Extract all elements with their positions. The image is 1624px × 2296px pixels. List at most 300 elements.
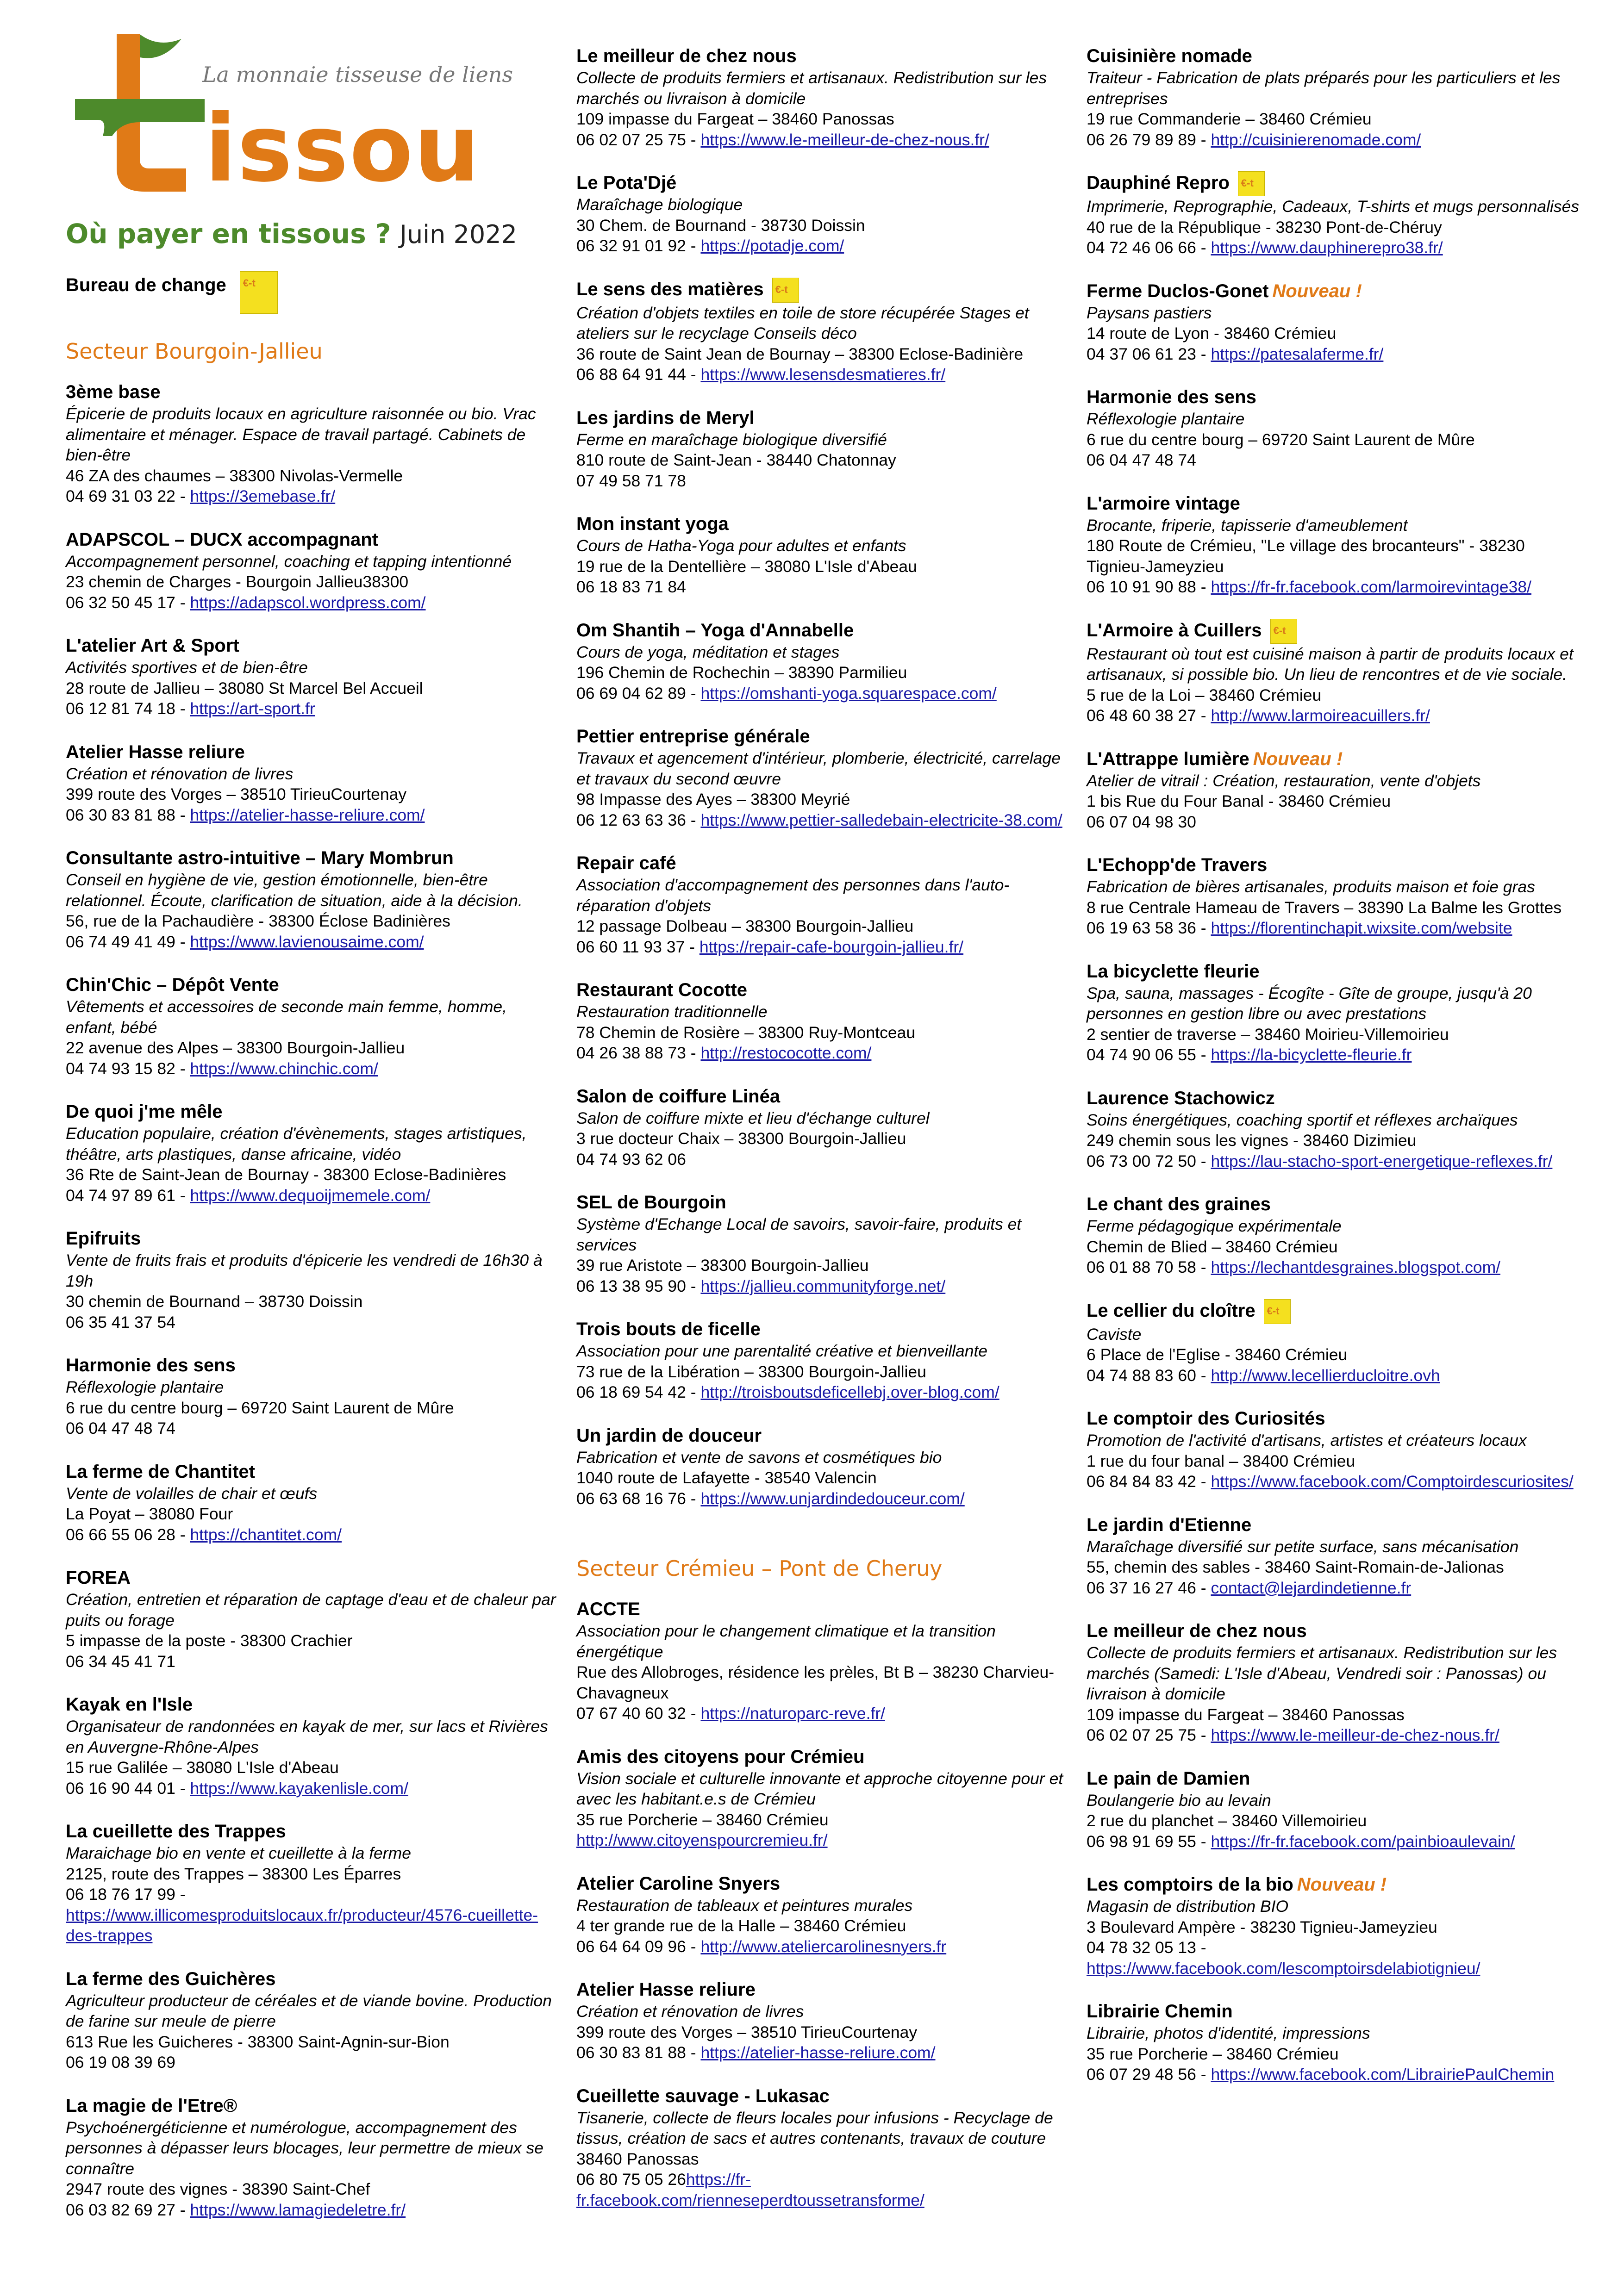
entry-contact xyxy=(66,1185,561,1206)
entry-link[interactable]: https://fr-fr.facebook.com/rienneseperdtoussetransforme/ xyxy=(576,2170,924,2209)
entry-name-text: Consultante astro-intuitive – Mary Mombrun xyxy=(66,848,454,868)
entry-phone: 06 88 64 91 44 - xyxy=(576,365,701,384)
entry-address: La Poyat – 38080 Four xyxy=(66,1505,233,1523)
entry-description: Fabrication de bières artisanales, produits maison et foie gras xyxy=(1087,877,1535,896)
entry-link[interactable]: https://www.lavienousaime.com/ xyxy=(190,932,424,951)
list-item xyxy=(576,44,1072,150)
entry-name-text: Atelier Caroline Snyers xyxy=(576,1873,781,1894)
entry-link[interactable]: http://restococotte.com/ xyxy=(700,1044,872,1062)
entry-phone: 06 13 38 95 90 - xyxy=(576,1276,701,1295)
entry-name xyxy=(576,1745,1072,1768)
list-item xyxy=(66,528,561,613)
entry-contact xyxy=(576,364,1072,385)
entry-name-text: Mon instant yoga xyxy=(576,514,729,534)
entry-name-text: FOREA xyxy=(66,1568,131,1588)
entry-link[interactable]: https://www.dauphinerepro38.fr/ xyxy=(1211,238,1443,257)
entry-name-text: Cuisinière nomade xyxy=(1087,46,1252,66)
entry-name xyxy=(66,846,561,870)
entry-name-text: Ferme Duclos-Gonet xyxy=(1087,280,1269,301)
list-item xyxy=(1087,853,1582,939)
entry-contact xyxy=(66,1884,561,1946)
entry-link[interactable]: https://adapscol.wordpress.com/ xyxy=(190,593,426,612)
entry-phone: 06 32 50 45 17 - xyxy=(66,593,190,612)
entry-name xyxy=(1087,1513,1582,1537)
entry-phone: 04 74 93 15 82 - xyxy=(66,1059,190,1078)
entry-contact xyxy=(1087,1578,1582,1599)
entry-description: Activités sportives et de bien-être xyxy=(66,658,308,677)
entry-contact xyxy=(576,2169,1072,2210)
entry-phone: 06 48 60 38 27 - xyxy=(1087,706,1211,725)
list-item xyxy=(1087,2000,1582,2085)
entry-link[interactable]: http://www.larmoireacuillers.fr/ xyxy=(1211,706,1430,725)
entry-name xyxy=(1087,386,1582,409)
list-item xyxy=(1087,171,1582,258)
entry-link[interactable]: https://omshanti-yoga.squarespace.com/ xyxy=(700,684,997,703)
entry-address: 399 route des Vorges – 38510 TirieuCourtenay xyxy=(576,2022,918,2041)
entry-contact xyxy=(1087,1257,1582,1278)
entry-phone: 06 66 55 06 28 - xyxy=(66,1525,190,1544)
entry-name xyxy=(576,512,1072,535)
entry-name xyxy=(576,1598,1072,1621)
entry-address: 196 Chemin de Rochechin – 38390 Parmilieu xyxy=(576,663,907,682)
entry-name-text: La bicyclette fleurie xyxy=(1087,961,1260,982)
list-item xyxy=(66,1693,561,1798)
entry-phone: 06 74 49 41 49 - xyxy=(66,932,190,951)
entry-description: Paysans pastiers xyxy=(1087,303,1212,322)
entry-address: 38460 Panossas xyxy=(576,2149,699,2168)
entry-contact xyxy=(1087,450,1582,471)
entry-link[interactable]: https://atelier-hasse-reliure.com/ xyxy=(190,805,425,824)
entry-address: 55, chemin des sables - 38460 Saint-Romain-de-Jalionas xyxy=(1087,1558,1504,1576)
entry-contact xyxy=(1087,344,1582,365)
entry-name-text: Om Shantih – Yoga d'Annabelle xyxy=(576,620,854,641)
entry-description: Réflexologie plantaire xyxy=(1087,410,1245,428)
entry-link[interactable]: https://www.facebook.com/lescomptoirsdelabiotignieu/ xyxy=(1087,1959,1480,1978)
entry-name xyxy=(576,44,1072,68)
entry-phone: 06 03 82 69 27 - xyxy=(66,2200,190,2219)
entry-name-text: Laurence Stachowicz xyxy=(1087,1088,1275,1108)
entry-description: Épicerie de produits locaux en agriculture raisonnée ou bio. Vrac alimentaire et ménager. Espace de travail partagé. Cabinets de bien-être xyxy=(66,404,536,464)
entry-link[interactable]: https://www.le-meilleur-de-chez-nous.fr/ xyxy=(1211,1726,1499,1744)
entry-name-text: La ferme de Chantitet xyxy=(66,1461,255,1482)
entry-name xyxy=(576,2084,1072,2108)
entry-link[interactable]: contact@lejardindetienne.fr xyxy=(1211,1578,1412,1597)
entry-address: 5 rue de la Loi – 38460 Crémieu xyxy=(1087,685,1322,704)
entry-name xyxy=(66,1566,561,1589)
entry-contact xyxy=(1087,2064,1582,2085)
list-item xyxy=(576,852,1072,957)
entry-name xyxy=(1087,853,1582,877)
entry-address: 2125, route des Trappes – 38300 Les Éparres xyxy=(66,1864,401,1883)
entry-phone: 06 30 83 81 88 - xyxy=(66,805,190,824)
entry-name-text: Le Pota'Djé xyxy=(576,173,677,193)
entry-description: Librairie, photos d'identité, impressions xyxy=(1087,2024,1370,2042)
entry-link[interactable]: https://www.dequoijmemele.com/ xyxy=(190,1186,431,1205)
entry-address: 22 avenue des Alpes – 38300 Bourgoin-Jallieu xyxy=(66,1039,405,1057)
entry-phone: 06 16 90 44 01 - xyxy=(66,1779,190,1798)
nouveau-badge: Nouveau ! xyxy=(1297,1874,1387,1895)
entry-link[interactable]: http://cuisinierenomade.com/ xyxy=(1211,130,1421,149)
tagline: La monnaie tisseuse de liens xyxy=(202,62,513,87)
entry-link[interactable]: http://www.citoyenspourcremieu.fr/ xyxy=(576,1831,828,1849)
list-item xyxy=(576,725,1072,830)
entries-list xyxy=(1087,44,1582,2085)
entry-name-text: Amis des citoyens pour Crémieu xyxy=(576,1746,865,1767)
entry-phone: 06 01 88 70 58 - xyxy=(1087,1258,1211,1276)
entry-name xyxy=(1087,1193,1582,1216)
logo xyxy=(66,30,529,205)
list-item xyxy=(576,406,1072,492)
entry-description: Création et rénovation de livres xyxy=(66,764,294,783)
list-item xyxy=(1087,492,1582,597)
entry-phone: 06 02 07 25 75 - xyxy=(1087,1726,1211,1744)
list-item xyxy=(1087,386,1582,471)
entry-description: Magasin de distribution BIO xyxy=(1087,1897,1289,1916)
entry-contact xyxy=(1087,1725,1582,1746)
entry-name-text: L'armoire vintage xyxy=(1087,493,1240,514)
entry-address: 56, rue de la Pachaudière - 38300 Éclose Badinières xyxy=(66,912,450,930)
entry-name xyxy=(576,1318,1072,1341)
bureau-label: Bureau de change xyxy=(66,275,226,295)
entry-name xyxy=(1087,1087,1582,1110)
entry-contact xyxy=(66,1651,561,1672)
entry-contact xyxy=(576,1043,1072,1064)
entry-name-text: Cueillette sauvage - Lukasac xyxy=(576,2085,830,2106)
entry-address: 109 impasse du Fargeat – 38460 Panossas xyxy=(576,110,894,128)
entry-description: Vente de fruits frais et produits d'épicerie les vendredi de 16h30 à 19h xyxy=(66,1251,543,1290)
entry-link[interactable]: https://lau-stacho-sport-energetique-reflexes.fr/ xyxy=(1211,1151,1553,1170)
entry-name xyxy=(576,171,1072,194)
entry-link[interactable]: https://www.pettier-salledebain-electricite-38.com/ xyxy=(700,810,1062,829)
entry-description: Système d'Echange Local de savoirs, savoir-faire, produits et services xyxy=(576,1215,1022,1254)
entry-address: 36 Rte de Saint-Jean de Bournay - 38300 Eclose-Badinières xyxy=(66,1165,506,1184)
entry-contact xyxy=(66,932,561,952)
entry-description: Ferme en maraîchage biologique diversifié xyxy=(576,430,887,449)
entry-description: Maraichage bio en vente et cueillette à la ferme xyxy=(66,1844,411,1862)
list-item xyxy=(576,2084,1072,2211)
entry-link[interactable]: https://www.lamagiedeletre.fr/ xyxy=(190,2200,406,2219)
entry-name-text: L'Echopp'de Travers xyxy=(1087,855,1268,875)
entry-address: 6 Place de l'Eglise - 38460 Crémieu xyxy=(1087,1345,1348,1364)
list-item xyxy=(66,1566,561,1672)
entry-name-text: 3ème base xyxy=(66,382,161,402)
entry-name xyxy=(1087,619,1582,644)
entry-link[interactable]: https://chantitet.com/ xyxy=(190,1525,342,1544)
entry-name xyxy=(576,619,1072,642)
column-3 xyxy=(1087,44,1582,2106)
entry-name-text: Librairie Chemin xyxy=(1087,2001,1233,2022)
entry-phone: 04 78 32 05 13 - xyxy=(1087,1938,1206,1957)
entry-name-text: La ferme des Guichères xyxy=(66,1968,276,1989)
entry-name xyxy=(576,725,1072,748)
entry-phone: 04 74 97 89 61 - xyxy=(66,1186,190,1205)
list-item xyxy=(1087,1873,1582,1979)
entry-contact xyxy=(576,1276,1072,1297)
sector-title-bourgoin: Secteur Bourgoin-Jallieu xyxy=(66,339,323,364)
entry-address: 6 rue du centre bourg – 69720 Saint Laurent de Mûre xyxy=(66,1398,454,1417)
entry-name-text: L'atelier Art & Sport xyxy=(66,635,239,656)
entry-link[interactable]: https://repair-cafe-bourgoin-jallieu.fr/ xyxy=(699,937,964,956)
entry-address: 3 rue docteur Chaix – 38300 Bourgoin-Jallieu xyxy=(576,1129,906,1148)
entry-contact xyxy=(576,1488,1072,1509)
list-item xyxy=(66,846,561,952)
nouveau-badge: Nouveau ! xyxy=(1253,748,1343,769)
entry-description: Atelier de vitrail : Création, restauration, vente d'objets xyxy=(1087,771,1481,790)
entry-name-text: Le cellier du cloître xyxy=(1087,1300,1255,1321)
entry-name xyxy=(1087,1873,1582,1896)
entry-link[interactable]: https://florentinchapit.wixsite.com/website xyxy=(1211,919,1512,937)
entry-contact xyxy=(576,1149,1072,1170)
entry-name-text: ADAPSCOL – DUCX accompagnant xyxy=(66,529,378,550)
entry-contact xyxy=(576,1703,1072,1724)
entry-contact xyxy=(1087,130,1582,150)
list-item xyxy=(1087,1407,1582,1492)
entry-contact xyxy=(1087,1151,1582,1172)
entry-phone: 06 04 47 48 74 xyxy=(66,1419,175,1437)
entry-contact xyxy=(576,130,1072,150)
title-question: Où payer en tissous ? xyxy=(66,218,391,249)
entry-name-text: Dauphiné Repro xyxy=(1087,173,1230,193)
entry-phone: 06 84 84 83 42 - xyxy=(1087,1472,1211,1491)
list-item xyxy=(66,973,561,1079)
entry-phone: 06 10 91 90 88 - xyxy=(1087,578,1211,596)
column-1 xyxy=(66,327,561,2241)
entry-name-text: La magie de l'Etre® xyxy=(66,2095,237,2116)
entry-description: Association pour le changement climatique et la transition énergétique xyxy=(576,1622,996,1661)
entry-name xyxy=(66,1354,561,1377)
entry-address: 35 rue Porcherie – 38460 Crémieu xyxy=(576,1810,829,1829)
entry-phone: 06 35 41 37 54 xyxy=(66,1313,175,1332)
entry-phone: 06 98 91 69 55 - xyxy=(1087,1832,1211,1851)
entry-description: Réflexologie plantaire xyxy=(66,1378,224,1396)
entry-link[interactable]: http://www.lecellierducloitre.ovh xyxy=(1211,1366,1440,1385)
entry-contact xyxy=(576,2042,1072,2063)
entry-phone: 06 73 00 72 50 - xyxy=(1087,1151,1211,1170)
entry-address: Rue des Allobroges, résidence les prèles, Bt B – 38230 Charvieu-Chavagneux xyxy=(576,1663,1055,1702)
list-item xyxy=(576,1318,1072,1403)
entry-address: 2947 route des vignes - 38390 Saint-Chef xyxy=(66,2180,370,2198)
entry-name-text: Chin'Chic – Dépôt Vente xyxy=(66,975,279,995)
entry-link[interactable]: https://www.facebook.com/LibrairiePaulChemin xyxy=(1211,2065,1555,2084)
entry-address: 78 Chemin de Rosière – 38300 Ruy-Montceau xyxy=(576,1023,916,1042)
entry-phone: 06 12 81 74 18 - xyxy=(66,699,190,718)
bureau-change-icon xyxy=(1270,619,1297,644)
entry-contact xyxy=(576,471,1072,492)
list-item xyxy=(66,1820,561,1946)
entry-description: Création d'objets textiles en toile de store récupérée Stages et ateliers sur le recyclage Conseils déco xyxy=(576,303,1029,342)
list-item xyxy=(66,1967,561,2073)
entry-contact xyxy=(66,698,561,719)
entry-phone: 04 74 93 62 06 xyxy=(576,1150,686,1169)
entry-contact xyxy=(66,592,561,613)
entry-contact xyxy=(576,810,1072,831)
entry-phone: 06 18 83 71 84 xyxy=(576,578,686,596)
entry-address: 14 route de Lyon - 38460 Crémieu xyxy=(1087,324,1337,342)
entry-description: Psychoénergéticienne et numérologue, accompagnement des personnes à dépasser leurs blocages, leur permettre de mieux se connaître xyxy=(66,2118,544,2178)
list-item xyxy=(66,1460,561,1545)
entry-name xyxy=(1087,1299,1582,1324)
page-title xyxy=(66,218,517,251)
entry-name-text: Kayak en l'Isle xyxy=(66,1694,193,1715)
entry-description: Fabrication et vente de savons et cosmétiques bio xyxy=(576,1448,942,1467)
list-item xyxy=(1087,1193,1582,1278)
entry-name xyxy=(576,406,1072,429)
entry-contact xyxy=(1087,1937,1582,1979)
entry-link[interactable]: https://atelier-hasse-reliure.com/ xyxy=(700,2043,936,2062)
entry-link[interactable]: https://www.lesensdesmatieres.fr/ xyxy=(700,365,946,384)
entry-description: Spa, sauna, massages - Écogîte - Gîte de groupe, jusqu'à 20 personnes en gestion libre ou avec prestations xyxy=(1087,983,1532,1023)
entry-link[interactable]: https://3emebase.fr/ xyxy=(190,487,336,505)
entry-name-text: De quoi j'me mêle xyxy=(66,1101,223,1122)
list-item xyxy=(576,1191,1072,1296)
entry-link[interactable]: https://www.chinchic.com/ xyxy=(190,1059,378,1078)
entry-link[interactable]: https://patesalaferme.fr/ xyxy=(1211,344,1384,363)
entry-link[interactable]: https://la-bicyclette-fleurie.fr xyxy=(1211,1045,1412,1064)
entry-address: 2 sentier de traverse – 38460 Moirieu-Villemoirieu xyxy=(1087,1025,1449,1044)
entry-contact xyxy=(576,937,1072,958)
entry-description: Caviste xyxy=(1087,1325,1142,1344)
entry-contact xyxy=(576,236,1072,256)
entry-contact xyxy=(1087,705,1582,726)
entry-description: Promotion de l'activité d'artisans, artistes et créateurs locaux xyxy=(1087,1431,1527,1450)
entry-name xyxy=(1087,1767,1582,1790)
entry-link[interactable]: http://troisboutsdeficellebj.over-blog.com/ xyxy=(700,1383,999,1401)
entry-address: 36 route de Saint Jean de Bournay – 38300 Eclose-Badinière xyxy=(576,344,1024,363)
entry-link[interactable]: https://potadje.com/ xyxy=(700,236,844,255)
entry-link[interactable]: http://www.ateliercarolinesnyers.fr xyxy=(700,1937,947,1956)
entry-description: Restauration traditionnelle xyxy=(576,1002,768,1021)
entry-address: 6 rue du centre bourg – 69720 Saint Laurent de Mûre xyxy=(1087,430,1475,449)
entry-contact xyxy=(66,2052,561,2073)
entry-description: Maraîchage diversifié sur petite surface, sans mécanisation xyxy=(1087,1537,1519,1556)
entry-phone: 07 49 58 71 78 xyxy=(576,471,686,490)
entry-description: Vêtements et accessoires de seconde main femme, homme, enfant, bébé xyxy=(66,997,507,1037)
entry-name xyxy=(66,973,561,996)
entry-address: 180 Route de Crémieu, "Le village des brocanteurs" - 38230 Tignieu-Jameyzieu xyxy=(1087,536,1525,576)
entry-address: 35 rue Porcherie – 38460 Crémieu xyxy=(1087,2044,1339,2063)
entry-address: 39 rue Aristote – 38300 Bourgoin-Jallieu xyxy=(576,1256,869,1275)
entry-contact xyxy=(1087,577,1582,597)
entry-link[interactable]: https://www.facebook.com/Comptoirdescuriosites/ xyxy=(1211,1472,1574,1491)
entry-contact xyxy=(576,1936,1072,1957)
entry-name-text: Atelier Hasse reliure xyxy=(576,1979,756,2000)
entry-address: 2 rue du planchet – 38460 Villemoirieu xyxy=(1087,1811,1367,1830)
entry-name xyxy=(576,978,1072,1002)
entry-phone: 06 80 75 05 26 xyxy=(576,2170,686,2189)
entry-address: 1040 route de Lafayette - 38540 Valencin xyxy=(576,1468,877,1487)
entry-address: 1 bis Rue du Four Banal - 38460 Crémieu xyxy=(1087,792,1391,810)
entry-description: Organisateur de randonnées en kayak de mer, sur lacs et Rivières en Auvergne-Rhône-Alpes xyxy=(66,1717,548,1756)
entry-name-text: Harmonie des sens xyxy=(66,1355,236,1375)
list-item xyxy=(66,740,561,826)
entry-phone: 06 34 45 41 71 xyxy=(66,1652,175,1671)
entry-description: Boulangerie bio au levain xyxy=(1087,1791,1271,1810)
entry-link[interactable]: https://naturoparc-reve.fr/ xyxy=(700,1704,885,1723)
entry-name-text: Trois bouts de ficelle xyxy=(576,1319,761,1339)
list-item xyxy=(1087,1087,1582,1172)
entry-link[interactable]: https://lechantdesgraines.blogspot.com/ xyxy=(1211,1258,1501,1276)
entry-phone: 06 60 11 93 37 - xyxy=(576,937,700,956)
entry-description: Création et rénovation de livres xyxy=(576,2002,804,2021)
list-item xyxy=(66,380,561,507)
entry-name xyxy=(1087,1407,1582,1430)
entry-contact xyxy=(576,577,1072,597)
entry-contact xyxy=(1087,1471,1582,1492)
entry-phone: 06 18 69 54 42 - xyxy=(576,1383,701,1401)
entry-description: Collecte de produits fermiers et artisanaux. Redistribution sur les marchés ou livraison à domicile xyxy=(576,68,1047,108)
entry-description: Vente de volailles de chair et œufs xyxy=(66,1484,318,1503)
list-item xyxy=(576,1085,1072,1170)
entry-description: Brocante, friperie, tapisserie d'ameublement xyxy=(1087,516,1408,535)
entries-list xyxy=(576,44,1072,1509)
entry-name xyxy=(66,1967,561,1991)
entry-name-text: L'Armoire à Cuillers xyxy=(1087,620,1262,641)
list-item xyxy=(576,1978,1072,2063)
entry-name-text: Un jardin de douceur xyxy=(576,1425,762,1446)
entry-name xyxy=(576,1085,1072,1108)
entry-description: Association pour une parentalité créative et bienveillante xyxy=(576,1342,988,1360)
entry-phone: 06 18 76 17 99 - xyxy=(66,1885,186,1904)
entry-name xyxy=(66,634,561,657)
entry-name-text: La cueillette des Trappes xyxy=(66,1821,286,1842)
entry-address: 15 rue Galilée – 38080 L'Isle d'Abeau xyxy=(66,1758,339,1777)
entry-link[interactable]: https://fr-fr.facebook.com/painbioaulevain/ xyxy=(1211,1832,1515,1851)
bureau-change-icon xyxy=(240,271,278,314)
entry-address: 4 ter grande rue de la Halle – 38460 Crémieu xyxy=(576,1916,906,1935)
entry-link[interactable]: https://fr-fr.facebook.com/larmoirevintage38/ xyxy=(1211,578,1531,596)
entry-description: Association d'accompagnement des personnes dans l'auto-réparation d'objets xyxy=(576,876,1010,915)
entry-phone: 04 37 06 61 23 - xyxy=(1087,344,1211,363)
list-item xyxy=(66,1354,561,1439)
entry-contact xyxy=(576,1382,1072,1403)
entry-link[interactable]: https://www.illicomesproduitslocaux.fr/producteur/4576-cueillette-des-trappes xyxy=(66,1905,538,1945)
entry-name xyxy=(1087,280,1582,303)
entry-description: Maraîchage biologique xyxy=(576,195,743,214)
entry-phone: 07 67 40 60 32 - xyxy=(576,1704,701,1723)
entry-name xyxy=(576,1978,1072,2001)
entry-address: 109 impasse du Fargeat – 38460 Panossas xyxy=(1087,1705,1405,1724)
entries-list xyxy=(66,380,561,2220)
entry-name-text: Les comptoirs de la bio xyxy=(1087,1874,1293,1895)
entry-link[interactable]: https://www.le-meilleur-de-chez-nous.fr/ xyxy=(700,130,989,149)
entry-name xyxy=(66,1693,561,1716)
entry-link[interactable]: https://www.unjardindedouceur.com/ xyxy=(700,1489,965,1508)
entry-phone: 06 30 83 81 88 - xyxy=(576,2043,701,2062)
entry-contact xyxy=(1087,918,1582,939)
entry-phone: 06 12 63 63 36 - xyxy=(576,810,701,829)
entry-name-text: Harmonie des sens xyxy=(1087,387,1256,407)
list-item xyxy=(576,619,1072,704)
bureau-change-icon xyxy=(772,278,799,303)
entry-link[interactable]: https://jallieu.communityforge.net/ xyxy=(700,1276,946,1295)
entry-name-text: Salon de coiffure Linéa xyxy=(576,1086,781,1107)
entry-address: 30 chemin de Bournand – 38730 Doissin xyxy=(66,1292,363,1311)
entry-link[interactable]: https://www.kayakenlisle.com/ xyxy=(190,1779,408,1798)
entry-contact xyxy=(1087,237,1582,258)
entry-contact xyxy=(1087,812,1582,833)
entry-link[interactable]: https://art-sport.fr xyxy=(190,699,315,718)
entry-phone: 04 72 46 06 66 - xyxy=(1087,238,1211,257)
list-item xyxy=(1087,1619,1582,1746)
entry-address: 98 Impasse des Ayes – 38300 Meyrié xyxy=(576,790,850,809)
entry-name xyxy=(66,1460,561,1483)
entry-name xyxy=(1087,492,1582,515)
entry-phone: 06 26 79 89 89 - xyxy=(1087,130,1211,149)
list-item xyxy=(1087,1513,1582,1599)
entry-description: Restaurant où tout est cuisiné maison à partir de produits locaux et artisanaux, si possible bio. Un lieu de rencontres et de vie sociale. xyxy=(1087,644,1574,684)
entry-contact xyxy=(66,1524,561,1545)
logo-wordmark: issou xyxy=(205,95,481,203)
